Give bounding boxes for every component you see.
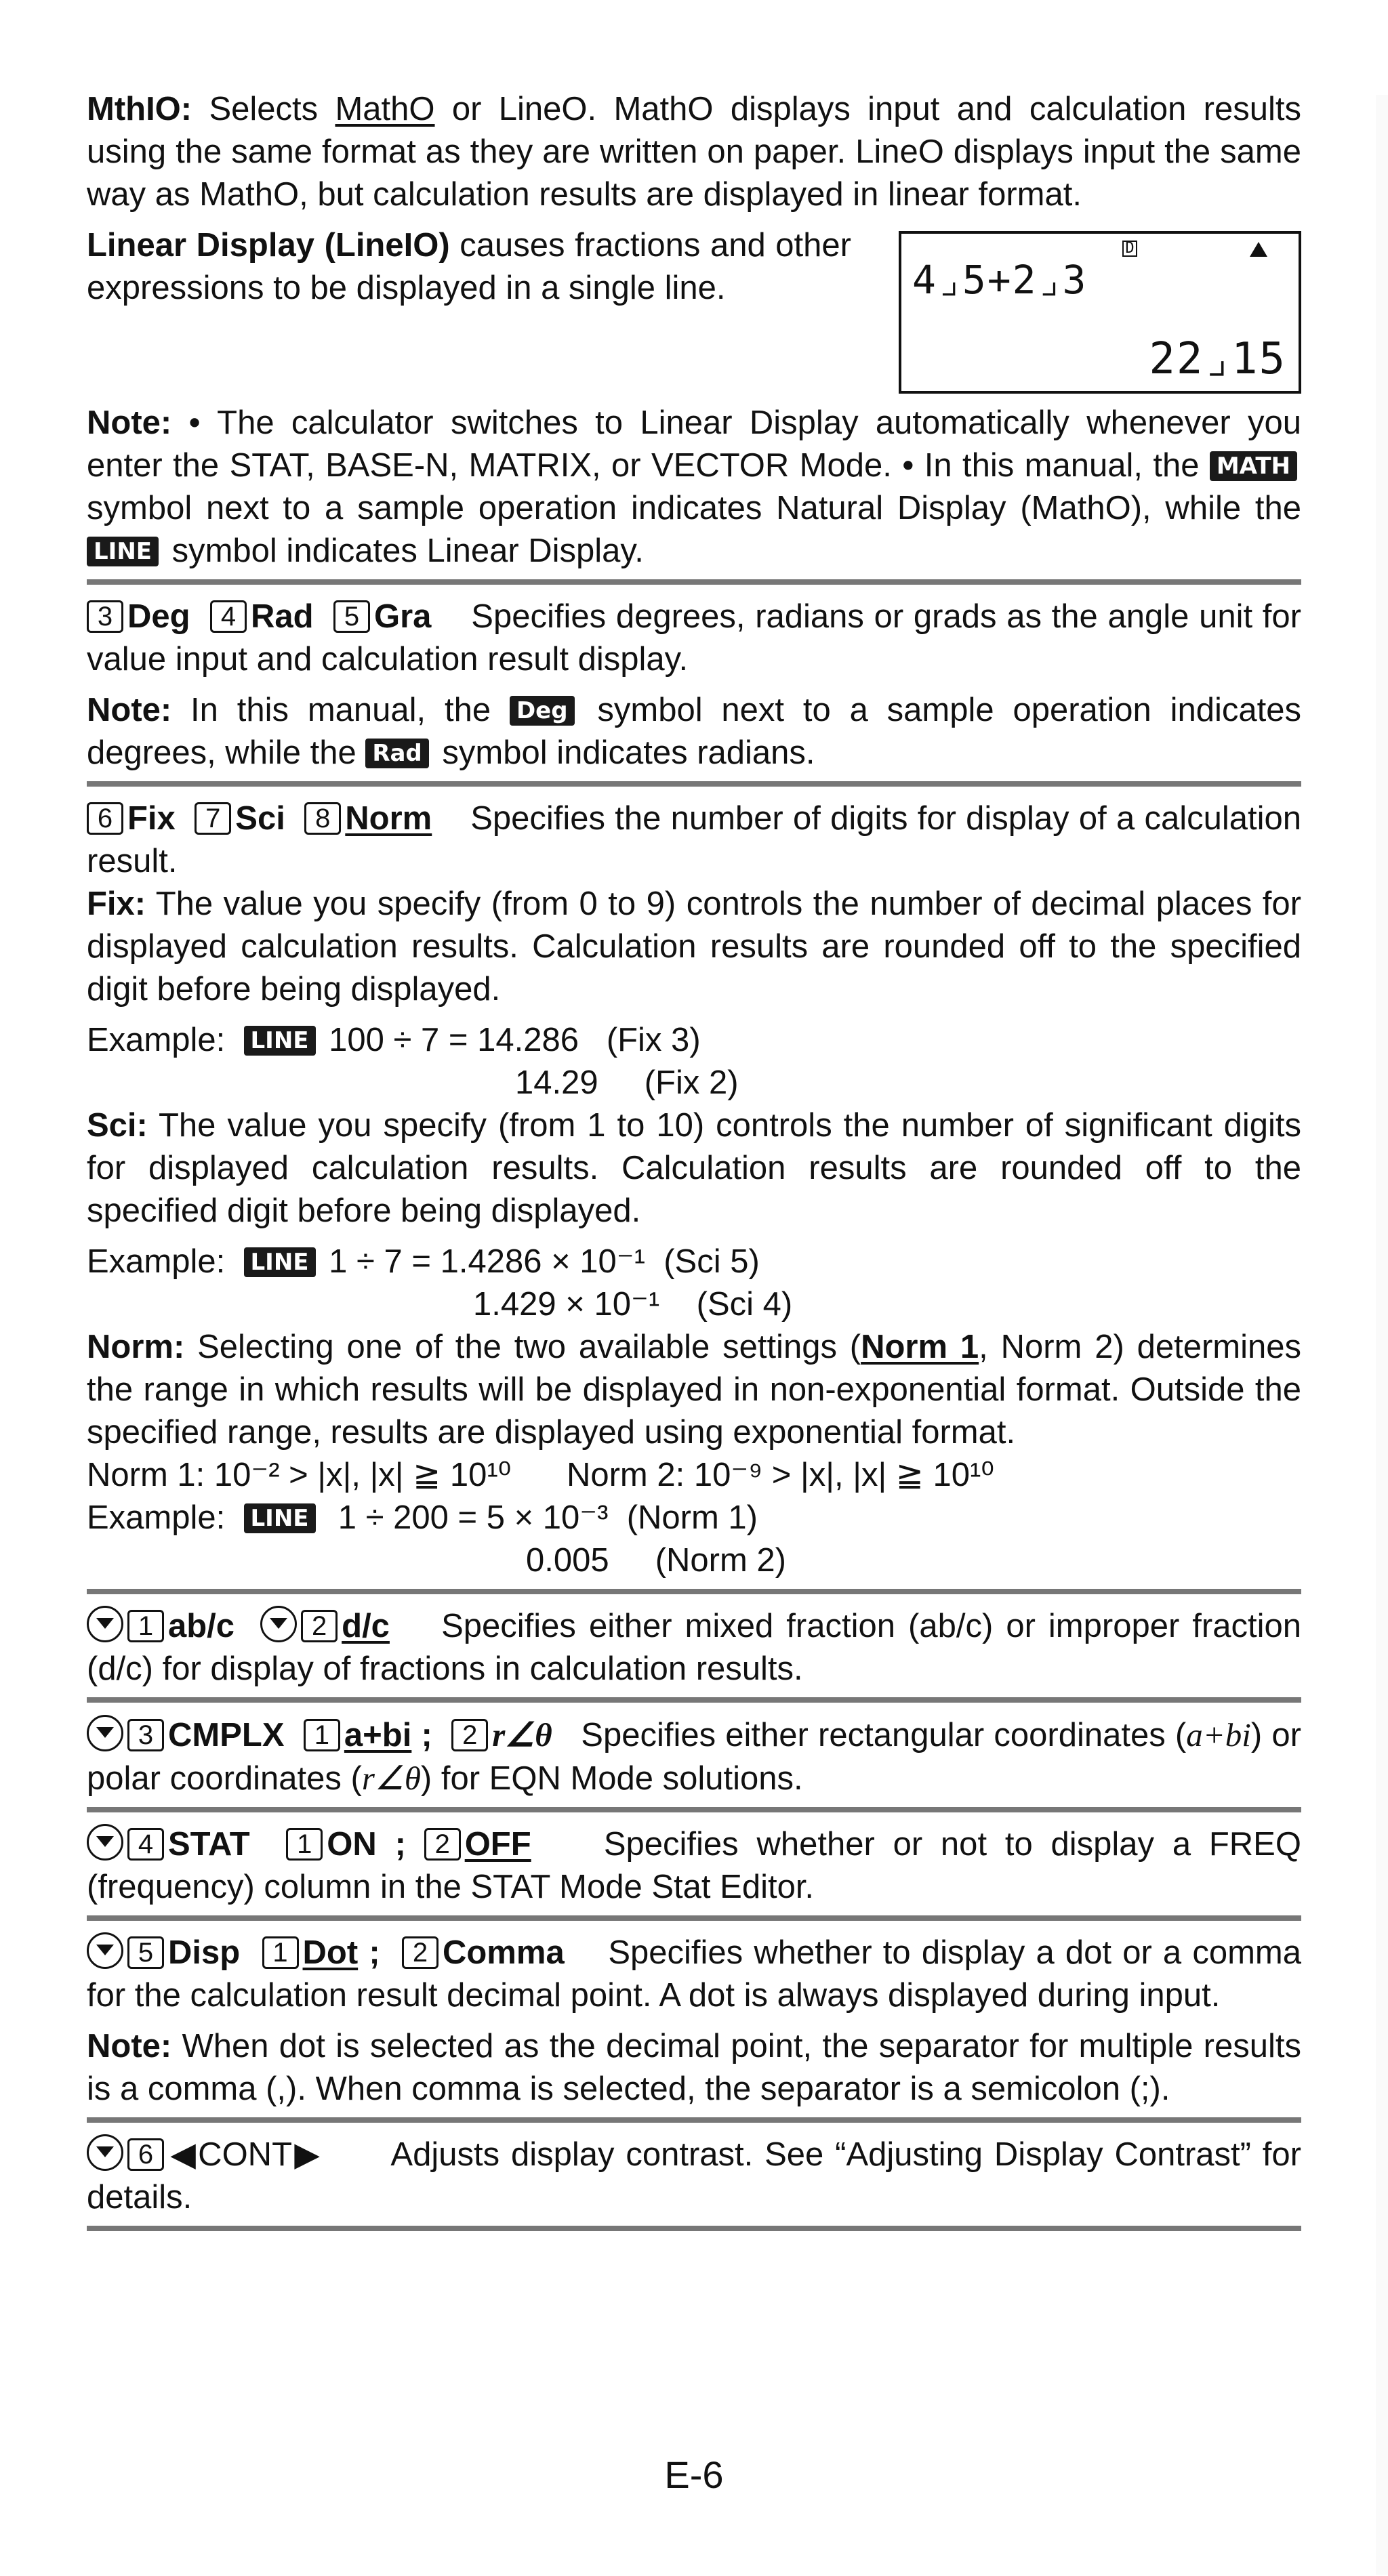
norm-text-1: Selecting one of the two available settings ( (184, 1329, 861, 1365)
norm-example-2: 0.005 (526, 1542, 609, 1579)
abi-option: a+bi (344, 1717, 412, 1753)
off-option: OFF (464, 1826, 531, 1863)
digits-description: Specifies the number of digits for display of a calculation result. (87, 800, 1301, 879)
digits-paragraph (87, 797, 1301, 883)
gra-option: Gra (374, 598, 432, 635)
cursor-down-key-icon (87, 1606, 123, 1642)
disp-description: Specifies whether to display a dot or a comma for the calculation result decimal point. A dot is always displayed during input. (87, 1934, 1301, 2014)
rad-option: Rad (251, 598, 314, 635)
stat-label: STAT (168, 1826, 250, 1863)
note-text-3: symbol indicates Linear Display. (163, 533, 644, 569)
contrast-label: ◀CONT▶ (168, 2136, 323, 2173)
norm-label: Norm: (87, 1329, 185, 1365)
key-6: 6 (127, 2138, 164, 2171)
note-label: Note: (87, 2028, 172, 2064)
norm-example-1: 1 ÷ 200 = 5 × 10⁻³ (338, 1499, 609, 1536)
cursor-down-key-icon (87, 1824, 123, 1861)
mthio-text-2: or LineO. MathO displays input and calculation results using the same format as they are written on paper. LineO displays input the same way as MathO, but calculation results are displayed in linear format. (87, 91, 1301, 213)
polar-option: r∠θ (492, 1716, 552, 1753)
separator: ; (369, 1934, 380, 1971)
norm-text-2: , Norm 2) determines the range in which results will be displayed in non-exponential format. Outside the specified range, results are displayed using exponential format. (87, 1329, 1301, 1451)
deg-option: Deg (127, 598, 190, 635)
key-2: 2 (402, 1936, 438, 1969)
norm-option: Norm (345, 800, 432, 837)
disp-paragraph (87, 1932, 1301, 2017)
note-label: Note: (87, 692, 172, 728)
norm-paragraph (87, 1326, 1301, 1454)
disp-label: Disp (168, 1934, 241, 1971)
linear-display-label: Linear Display (LineIO) (87, 227, 450, 264)
contrast-description: Adjusts display contrast. See “Adjusting Display Contrast” for details. (87, 2136, 1301, 2216)
key-5: 5 (333, 600, 370, 633)
mthio-text-1: Selects (192, 91, 335, 127)
note-display-paragraph (87, 402, 1301, 573)
screen-result: 22⌟15 (1149, 334, 1286, 384)
section-divider (87, 1915, 1301, 1921)
key-2: 2 (451, 1719, 488, 1751)
sci-option: Sci (235, 800, 285, 837)
norm-example-1-note: (Norm 1) (626, 1499, 758, 1536)
cmplx-text-3: ) for EQN Mode solutions. (420, 1760, 803, 1797)
sci-example-2-note: (Sci 4) (696, 1286, 793, 1323)
separator: ; (394, 1826, 406, 1863)
sci-label: Sci: (87, 1107, 148, 1144)
dc-option: d/c (342, 1608, 390, 1644)
fraction-paragraph (87, 1605, 1301, 1690)
line-badge: LINE (244, 1503, 316, 1533)
key-2: 2 (424, 1828, 461, 1861)
sci-example-2: 1.429 × 10⁻¹ (473, 1286, 660, 1323)
abc-option: ab/c (168, 1608, 235, 1644)
page-edge-shade (1376, 95, 1388, 2575)
sci-example-1: 1 ÷ 7 = 1.4286 × 10⁻¹ (329, 1243, 645, 1280)
key-7: 7 (195, 802, 231, 835)
cmplx-paragraph (87, 1713, 1301, 1800)
angle-note-text-2: symbol next to a sample operation indicates degrees, while the (87, 692, 1301, 771)
angle-note-text-3: symbol indicates radians. (432, 734, 815, 771)
manual-page (87, 88, 1301, 2242)
fraction-description: Specifies either mixed fraction (ab/c) or improper fraction (d/c) for display of fractions in calculation results. (87, 1608, 1301, 1687)
deg-badge: Deg (510, 696, 575, 726)
degree-indicator: D (1122, 241, 1137, 257)
cursor-down-key-icon (87, 1715, 123, 1751)
angle-unit-paragraph (87, 596, 1301, 681)
page-number: E-6 (664, 2453, 724, 2496)
section-divider (87, 1807, 1301, 1812)
disp-note-text: When dot is selected as the decimal point, the separator for multiple results is a comma (,). When comma is selected, the separator is a semicolon (;). (87, 2028, 1301, 2107)
calculator-screen (899, 231, 1301, 394)
fix-example-1: 100 ÷ 7 = 14.286 (329, 1022, 579, 1058)
fix-example (87, 1019, 1301, 1104)
linear-display-paragraph (87, 224, 851, 310)
rad-badge: Rad (365, 739, 428, 768)
norm-1-range: Norm 1: 10⁻² > |x|, |x| ≧ 10¹⁰ (87, 1457, 512, 1493)
cmplx-text-2: ) or polar coordinates ( (87, 1717, 1302, 1797)
norm-ranges (87, 1454, 1301, 1497)
fix-label: Fix: (87, 886, 146, 922)
screen-input: 4⌟5+2⌟3 (912, 257, 1088, 303)
scroll-up-indicator-icon (1250, 242, 1267, 257)
comma-option: Comma (442, 1934, 565, 1971)
example-label: Example: (87, 1022, 226, 1058)
sci-example-1-note: (Sci 5) (664, 1243, 760, 1280)
sci-example (87, 1241, 1301, 1326)
section-divider (87, 579, 1301, 585)
key-3: 3 (87, 600, 123, 633)
fix-example-2: 14.29 (515, 1064, 598, 1101)
disp-note (87, 2025, 1301, 2111)
key-1: 1 (262, 1936, 299, 1969)
key-1: 1 (286, 1828, 323, 1861)
key-1: 1 (304, 1719, 340, 1751)
cmplx-label: CMPLX (168, 1717, 285, 1753)
norm-example (87, 1497, 1301, 1582)
note-text-2: symbol next to a sample operation indicates Natural Display (MathO), while the (87, 490, 1301, 526)
linear-display-text: causes fractions and other expressions to be displayed in a single line. (87, 227, 851, 306)
angle-note (87, 689, 1301, 774)
mthio-paragraph (87, 88, 1301, 216)
norm-2-range: Norm 2: 10⁻⁹ > |x|, |x| ≧ 10¹⁰ (566, 1457, 994, 1493)
key-8: 8 (304, 802, 341, 835)
stat-description: Specifies whether or not to display a FREQ (frequency) column in the STAT Mode Stat Editor. (87, 1826, 1301, 1905)
mthio-label: MthIO: (87, 91, 192, 127)
example-label: Example: (87, 1243, 226, 1280)
sci-paragraph (87, 1104, 1301, 1232)
key-4: 4 (127, 1828, 164, 1861)
section-divider (87, 1589, 1301, 1594)
contrast-paragraph (87, 2134, 1301, 2219)
key-1: 1 (127, 1610, 164, 1642)
line-badge: LINE (87, 537, 159, 566)
on-option: ON (327, 1826, 377, 1863)
fix-option: Fix (127, 800, 176, 837)
fix-example-1-note: (Fix 3) (606, 1022, 701, 1058)
note-text-1: • The calculator switches to Linear Display automatically whenever you enter the STAT, BASE-N, MATRIX, or VECTOR Mode. • In this manual, the (87, 404, 1301, 484)
section-divider (87, 2226, 1301, 2231)
sci-text: The value you specify (from 1 to 10) controls the number of significant digits for displayed calculation results. Calculation results are rounded off to the specified digit before being displayed. (87, 1107, 1301, 1229)
dot-option: Dot (302, 1934, 359, 1971)
cursor-down-key-icon (87, 2134, 123, 2171)
fix-text: The value you specify (from 0 to 9) controls the number of decimal places for displayed calculation results. Calculation results are rounded off to the specified digit before being displayed. (87, 886, 1301, 1007)
angle-description: Specifies degrees, radians or grads as the angle unit for value input and calculation result display. (87, 598, 1301, 678)
section-divider (87, 781, 1301, 787)
linear-display-block (87, 224, 1301, 394)
section-divider (87, 1697, 1301, 1703)
cursor-down-key-icon (87, 1932, 123, 1969)
note-label: Note: (87, 404, 172, 441)
key-6: 6 (87, 802, 123, 835)
key-4: 4 (210, 600, 247, 633)
key-3: 3 (127, 1719, 164, 1751)
key-5: 5 (127, 1936, 164, 1969)
polar-formula: r∠θ (361, 1760, 421, 1797)
cursor-down-key-icon (260, 1606, 297, 1642)
cmplx-text-1: Specifies either rectangular coordinates ( (581, 1717, 1187, 1753)
section-divider (87, 2117, 1301, 2123)
norm-example-2-note: (Norm 2) (655, 1542, 786, 1579)
example-label: Example: (87, 1499, 226, 1536)
fix-example-2-note: (Fix 2) (644, 1064, 739, 1101)
norm-1-default: Norm 1 (861, 1329, 979, 1365)
stat-paragraph (87, 1823, 1301, 1909)
key-2: 2 (301, 1610, 338, 1642)
abi-formula: a+bi (1186, 1716, 1251, 1753)
line-badge: LINE (244, 1247, 316, 1277)
separator: ; (421, 1717, 432, 1753)
line-badge: LINE (244, 1026, 316, 1056)
fix-paragraph (87, 883, 1301, 1011)
matho-default: MathO (335, 91, 435, 127)
math-badge: MATH (1210, 451, 1297, 481)
angle-note-text-1: In this manual, the (171, 692, 510, 728)
